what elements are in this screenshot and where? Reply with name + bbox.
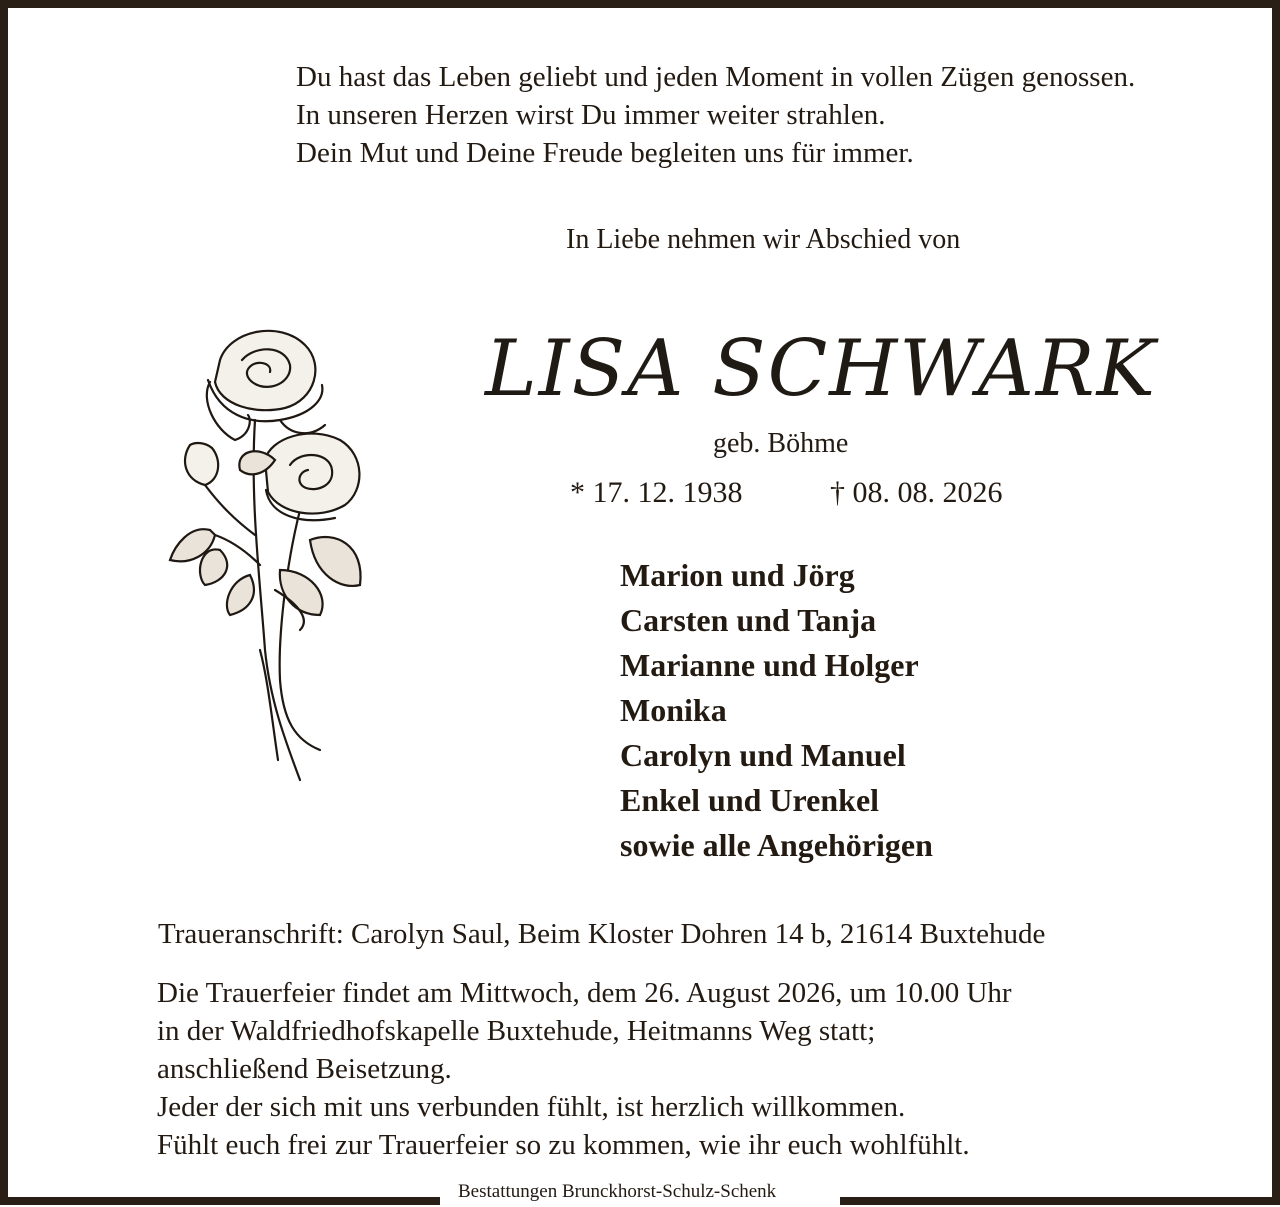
poem (296, 58, 1135, 172)
rose-illustration (160, 320, 380, 790)
birth-date: * 17. 12. 1938 (570, 476, 743, 509)
mourners-list (620, 553, 933, 868)
leaf (200, 549, 227, 585)
mourner-entry: Carsten und Tanja (620, 602, 877, 638)
rose-bud (185, 443, 218, 485)
ceremony-line: in der Waldfriedhofskapelle Buxtehude, Heitmanns Weg statt; (157, 1015, 876, 1047)
poem-line: In unseren Herzen wirst Du immer weiter strahlen. (296, 99, 886, 131)
mourner-entry: Enkel und Urenkel (620, 782, 880, 818)
mourner-entry: Marianne und Holger (620, 647, 919, 683)
ceremony-line: anschließend Beisetzung. (157, 1053, 452, 1085)
ceremony-line: Fühlt euch frei zur Trauerfeier so zu kommen, wie ihr euch wohlfühlt. (157, 1129, 970, 1161)
ceremony-info (157, 974, 1012, 1164)
leaf (310, 537, 361, 586)
mourner-entry: Marion und Jörg (620, 557, 855, 593)
death-date: † 08. 08. 2026 (830, 476, 1003, 509)
mourner-entry: Monika (620, 692, 727, 728)
ceremony-line: Die Trauerfeier findet am Mittwoch, dem 26. August 2026, um 10.00 Uhr (157, 977, 1012, 1009)
leaf (280, 570, 323, 615)
poem-line: Du hast das Leben geliebt und jeden Moment in vollen Zügen genossen. (296, 61, 1136, 93)
deceased-name: LISA SCHWARK (485, 324, 1157, 414)
mourner-entry: Carolyn und Manuel (620, 737, 906, 773)
rose-bloom (215, 331, 315, 410)
farewell-intro: In Liebe nehmen wir Abschied von (566, 224, 961, 255)
rose-bloom (265, 434, 359, 514)
leaf (227, 575, 254, 615)
poem-line: Dein Mut und Deine Freude begleiten uns für immer. (296, 137, 914, 169)
maiden-name: geb. Böhme (713, 428, 849, 459)
undertaker-credit: Bestattungen Brunckhorst-Schulz-Schenk (452, 1181, 782, 1203)
mourning-address: Traueranschrift: Carolyn Saul, Beim Kloster Dohren 14 b, 21614 Buxtehude (158, 918, 1046, 950)
ceremony-line: Jeder der sich mit uns verbunden fühlt, ist herzlich willkommen. (157, 1091, 906, 1123)
mourner-entry: sowie alle Angehörigen (620, 827, 933, 863)
